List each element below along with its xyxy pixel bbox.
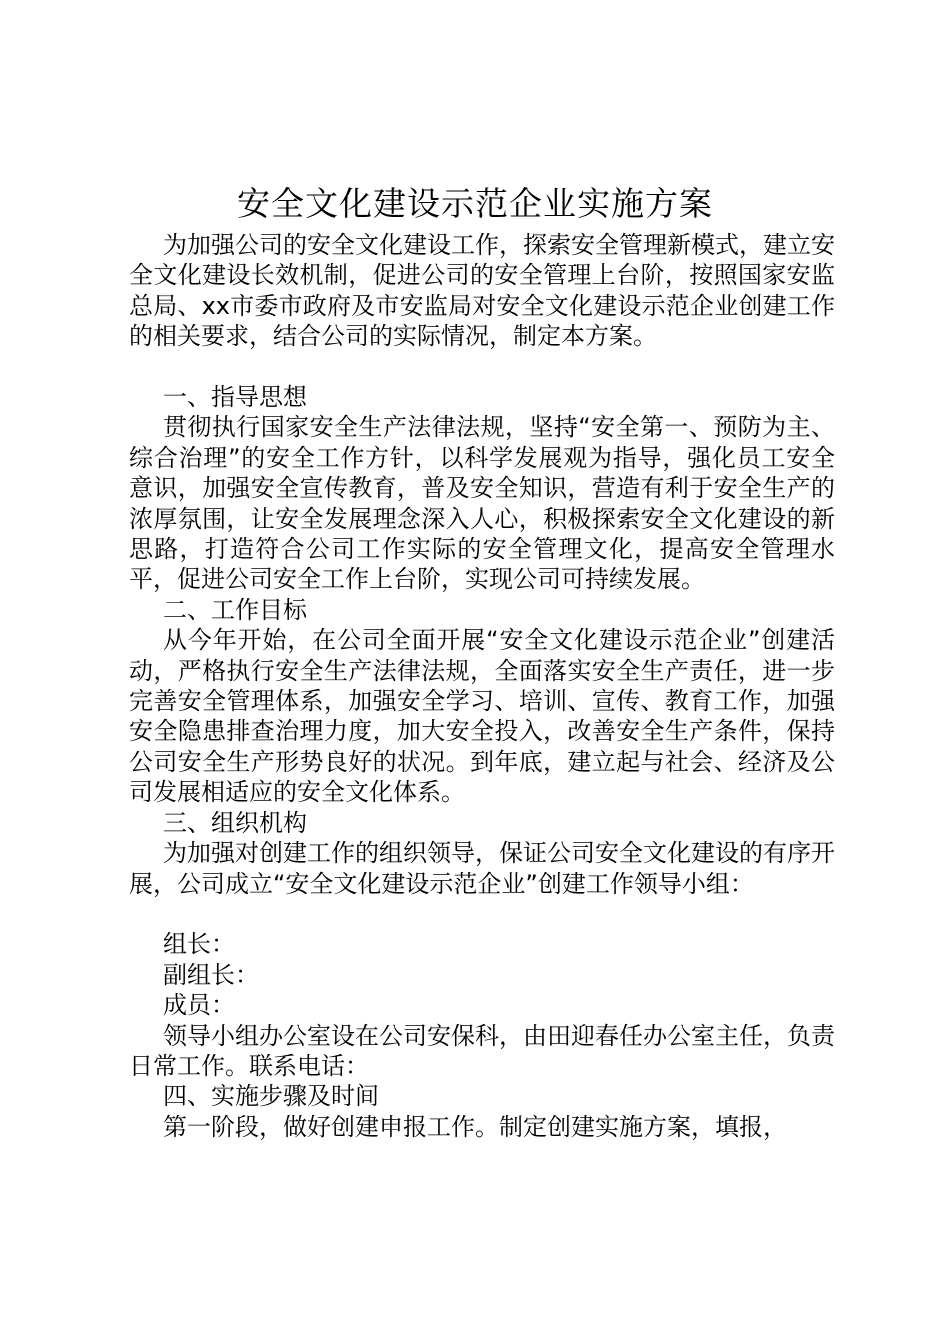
document-title: 安全文化建设示范企业实施方案 xyxy=(237,184,713,223)
members-line: 成员： xyxy=(163,991,235,1020)
document-body xyxy=(129,230,835,1142)
section-body-organization: 为加强对创建工作的组织领导，保证公司安全文化建设的有序开展，公司成立“安全文化建设示范企业”创建工作领导小组： xyxy=(129,839,835,898)
section-body-guiding-ideology: 贯彻执行国家安全生产法律法规，坚持“安全第一、预防为主、综合治理”的安全工作方针，以科学发展观为指导，强化员工安全意识，加强安全宣传教育，普及安全知识，营造有利于安全生产的浓厚氛围，让安全发展理念深入人心，积极探索安全文化建设的新思路，打造符合公司工作实际的安全管理文化，提高安全管理水平，促进公司安全工作上台阶，实现公司可持续发展。 xyxy=(129,413,835,594)
leader-line: 组长： xyxy=(163,930,235,959)
section-heading-guiding-ideology: 一、指导思想 xyxy=(163,383,307,412)
intro-paragraph: 为加强公司的安全文化建设工作，探索安全管理新模式，建立安全文化建设长效机制，促进公司的安全管理上台阶，按照国家安监总局、xx市委市政府及市安监局对安全文化建设示范企业创建工作的相关要求，结合公司的实际情况，制定本方案。 xyxy=(129,231,835,351)
deputy-leader-line: 副组长： xyxy=(163,960,259,989)
section-heading-organization: 三、组织机构 xyxy=(163,808,307,837)
blank-line xyxy=(129,352,835,382)
blank-line xyxy=(129,899,835,929)
section-body-implementation: 第一阶段，做好创建申报工作。制定创建实施方案，填报， xyxy=(163,1112,787,1141)
section-body-work-goals: 从今年开始，在公司全面开展“安全文化建设示范企业”创建活动，严格执行安全生产法律法规，全面落实安全生产责任，进一步完善安全管理体系，加强安全学习、培训、宣传、教育工作，加强安全隐患排查治理力度，加大安全投入，改善安全生产条件，保持公司安全生产形势良好的状况。到年底，建立起与社会、经济及公司发展相适应的安全文化体系。 xyxy=(129,626,835,807)
office-paragraph: 领导小组办公室设在公司安保科，由田迎春任办公室主任，负责日常工作。联系电话： xyxy=(129,1021,835,1080)
section-heading-implementation: 四、实施步骤及时间 xyxy=(163,1082,379,1111)
section-heading-work-goals: 二、工作目标 xyxy=(163,595,307,624)
